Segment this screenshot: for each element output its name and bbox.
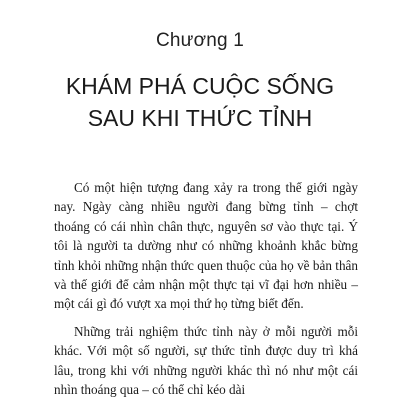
paragraph-2: Những trải nghiệm thức tỉnh này ở mỗi người mỗi khác. Với một số người, sự thức tỉnh được duy trì khá lâu, trong khi với những người khác thì nó như một cái nhìn thoáng qua – có thể chỉ kéo dài <box>54 323 358 398</box>
paragraph-1: Có một hiện tượng đang xảy ra trong thế giới ngày nay. Ngày càng nhiều người đang bừng tỉnh – chợt thoáng có cái nhìn chân thực, nguyên sơ vào thực tại. Ý tôi là người ta dường như có những khoảnh khắc bừng tỉnh khỏi những nhận thức quen thuộc của họ về bản thân và thế giới để cảm nhận một thực tại vĩ đại hơn nhiều – một cái gì đó vượt xa mọi thứ họ từng biết đến. <box>54 180 358 312</box>
chapter-body <box>54 178 358 407</box>
chapter-title-line-1: KHÁM PHÁ CUỘC SỐNG <box>65 73 335 99</box>
chapter-title-line-2: SAU KHI THỨC TỈNH <box>87 105 313 131</box>
chapter-title <box>0 70 400 134</box>
chapter-number: Chương 1 <box>155 30 245 51</box>
